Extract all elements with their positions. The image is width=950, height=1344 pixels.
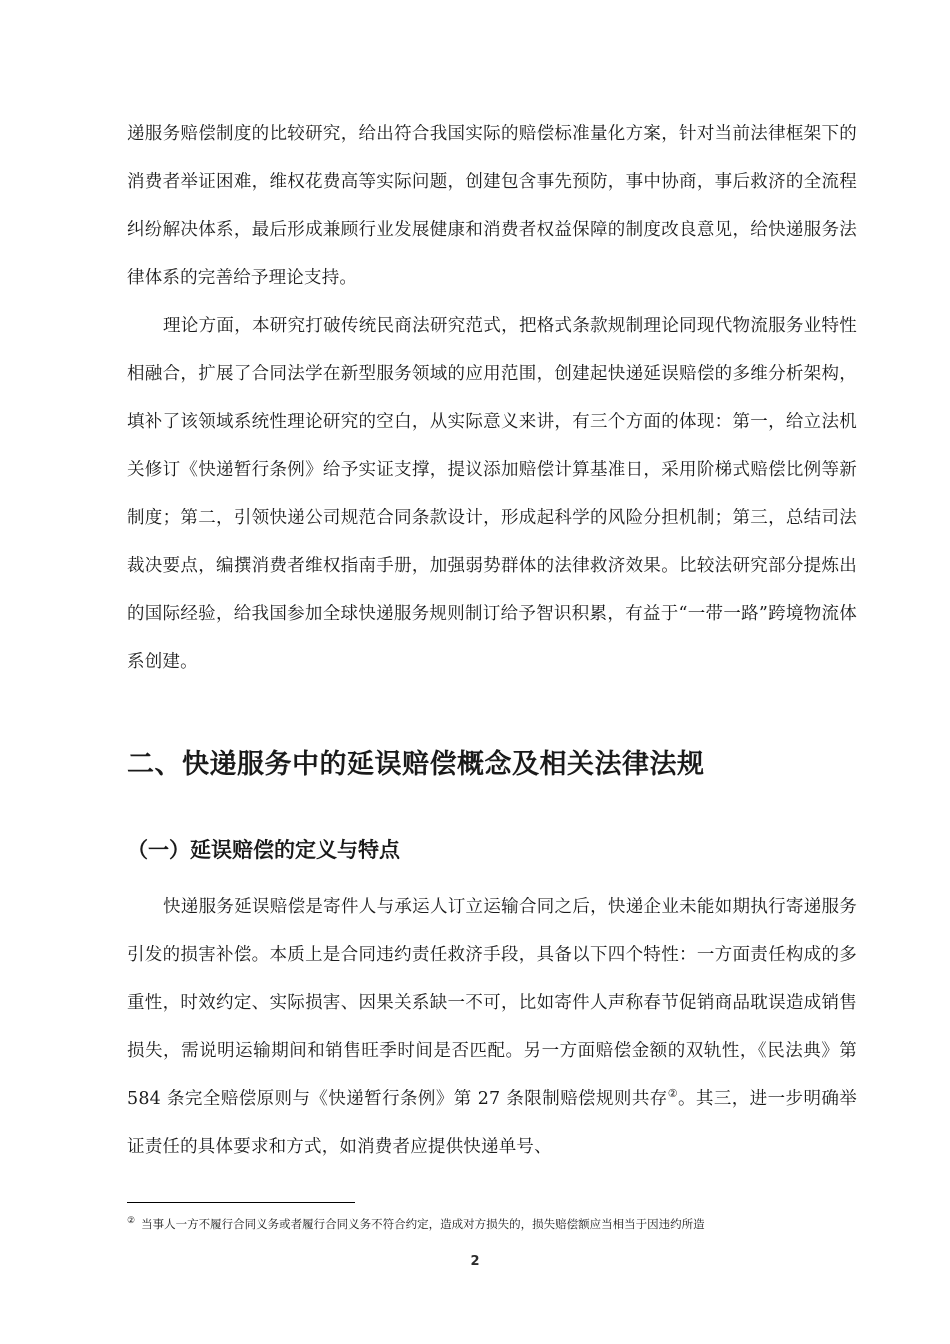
footnote-mark: ② [127, 1216, 136, 1226]
footnote-reference[interactable]: ② [667, 1087, 678, 1101]
body-paragraph-definition [127, 883, 857, 1171]
body-paragraph-theory-significance: 理论方面，本研究打破传统民商法研究范式，把格式条款规制理论同现代物流服务业特性相融合，扩展了合同法学在新型服务领域的应用范围，创建起快递延误赔偿的多维分析架构，填补了该领域系统性理论研究的空白，从实际意义来讲，有三个方面的体现：第一，给立法机关修订《快递暂行条例》给予实证支撑，提议添加赔偿计算基准日，采用阶梯式赔偿比例等新制度；第二，引领快递公司规范合同条款设计，形成起科学的风险分担机制；第三，总结司法裁决要点，编撰消费者维权指南手册，加强弱势群体的法律救济效果。比较法研究部分提炼出的国际经验，给我国参加全球快递服务规则制订给予智识积累，有益于“一带一路”跨境物流体系创建。 [127, 316, 857, 672]
section-heading: 二、快递服务中的延误赔偿概念及相关法律法规 [127, 749, 705, 780]
footnote-text: 当事人一方不履行合同义务或者履行合同义务不符合约定，造成对方损失的，损失赔偿额应当相当于因违约所造 [141, 1216, 705, 1231]
body-paragraph-continued: 递服务赔偿制度的比较研究，给出符合我国实际的赔偿标准量化方案，针对当前法律框架下的消费者举证困难，维权花费高等实际问题，创建包含事先预防，事中协商，事后救济的全流程纠纷解决体系，最后形成兼顾行业发展健康和消费者权益保障的制度改良意见，给快递服务法律体系的完善给予理论支持。 [127, 124, 857, 288]
footnote [127, 1212, 857, 1233]
page-number: 2 [470, 1254, 480, 1269]
subsection-heading: （一）延误赔偿的定义与特点 [127, 838, 400, 862]
paragraph-text: 快递服务延误赔偿是寄件人与承运人订立运输合同之后，快递企业未能如期执行寄递服务引发的损害补偿。本质上是合同违约责任救济手段，具备以下四个特性：一方面责任构成的多重性，时效约定、实际损害、因果关系缺一不可，比如寄件人声称春节促销商品耽误造成销售损失，需说明运输期间和销售旺季时间是否匹配。另一方面赔偿金额的双轨性，《民法典》第 584 条完全赔偿原则与《快递暂行条例》第 27 条限制赔偿规则共存 [127, 897, 857, 1109]
paragraph-text-continued: 。其三，进一步明确举证责任的具体要求和方式，如消费者应提供快递单号、 [127, 1089, 858, 1157]
footnote-separator [127, 1202, 355, 1203]
